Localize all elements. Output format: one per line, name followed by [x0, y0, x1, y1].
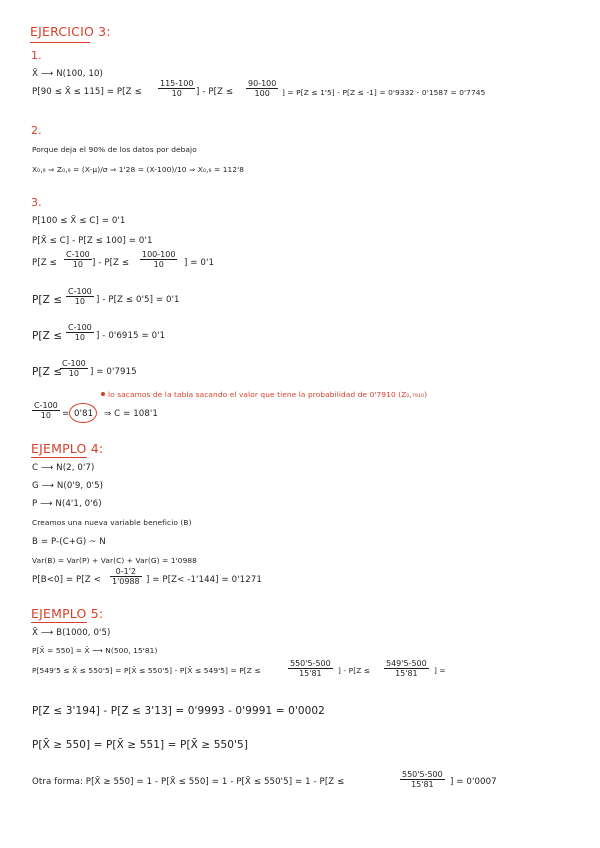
ex5-line-5: P[X̄ ≥ 550] = P[X̄ ≥ 551] = P[X̄ ≥ 550'5]	[32, 739, 249, 751]
fraction-numerator: 100-100	[142, 250, 176, 259]
p1-fraction-2	[246, 79, 278, 98]
fraction-denominator: 10	[40, 411, 51, 420]
fraction-denominator: 10	[153, 260, 164, 269]
p3-line-3a: P[Z ≤	[32, 258, 57, 268]
p3-line-4a: P[Z ≤	[32, 294, 63, 306]
p3-line-2: P[X̄ ≤ C] - P[Z ≤ 100] = 0'1	[32, 236, 153, 246]
title-underline	[31, 622, 87, 623]
ex4-line-5: B = P-(C+G) ~ N	[32, 537, 106, 547]
example-4-title: EJEMPLO 4:	[31, 441, 104, 456]
part-2-label: 2.	[31, 124, 42, 137]
fraction-numerator: C-100	[34, 401, 58, 410]
p3-line-3-fraction-1	[64, 250, 92, 269]
p3-line-7-equals: =	[62, 409, 70, 419]
p1-eq-a: P[90 ≤ X̄ ≤ 115] = P[Z ≤	[32, 87, 142, 97]
ex4-line-6: Var(B) = Var(P) + Var(C) + Var(G) = 1'0988	[32, 556, 197, 565]
p3-line-7-circled-value: 0'81	[74, 409, 94, 419]
p3-line-6b: ] = 0'7915	[90, 367, 137, 377]
p1-fraction-1	[158, 79, 195, 98]
fraction-numerator: 549'5-500	[386, 659, 427, 668]
fraction-numerator: 115-100	[160, 79, 194, 88]
part-3-label: 3.	[31, 196, 42, 209]
fraction-denominator: 1'0988	[112, 577, 140, 586]
fraction-numerator: 0-1'2	[110, 567, 142, 577]
ex4-line-7b: ] = P[Z< -1'144] = 0'1271	[146, 575, 262, 585]
p2-text: Porque deja el 90% de los datos por debajo	[32, 145, 197, 154]
p3-line-3-fraction-2	[140, 250, 177, 269]
p3-line-3b: ] - P[Z ≤	[92, 258, 130, 268]
ex5-line-6a: Otra forma: P[X̄ ≥ 550] = 1 - P[X̄ ≤ 550] = 1 - P[X̄ ≤ 550'5] = 1 - P[Z ≤	[32, 777, 345, 787]
fraction-denominator: 10	[171, 89, 182, 98]
fraction-numerator: 90-100	[248, 79, 277, 88]
fraction-denominator: 15'81	[411, 780, 434, 789]
p3-line-7-fraction	[32, 401, 60, 420]
fraction-numerator: C-100	[68, 287, 92, 296]
ex5-line-2: P[X̄ = 550] = X̄ ⟶ N(500, 15'81)	[32, 646, 158, 655]
ex4-line-3: P ⟶ N(4'1, 0'6)	[32, 499, 102, 509]
fraction-denominator: 10	[68, 369, 79, 378]
p3-line-6-fraction	[60, 359, 88, 378]
ex4-line-7a: P[B<0] = P[Z <	[32, 575, 101, 585]
p1-eq-c: ] = P[Z ≤ 1'5] - P[Z ≤ -1] = 0'9332 - 0'1587 = 0'7745	[282, 88, 486, 97]
fraction-denominator: 100	[254, 89, 270, 98]
p3-line-7-result: ⇒ C = 108'1	[104, 409, 158, 419]
fraction-numerator: C-100	[66, 250, 90, 259]
p1-distribution: X̄ ⟶ N(100, 10)	[32, 69, 104, 79]
title-underline	[31, 457, 87, 458]
p3-line-5b: ] - 0'6915 = 0'1	[96, 331, 166, 341]
p3-line-5-fraction	[66, 323, 94, 342]
ex5-line-3c: ] =	[434, 666, 446, 675]
ex5-line-3-fraction-1	[288, 659, 333, 678]
p3-line-6a: P[Z ≤	[32, 366, 63, 378]
ex5-line-3a: P[549'5 ≤ X̄ ≤ 550'5] = P[X̄ ≤ 550'5] - P[X̄ ≤ 549'5] = P[Z ≤	[32, 666, 261, 675]
fraction-numerator: 550'5-500	[402, 770, 443, 779]
p3-line-3c: ] = 0'1	[184, 258, 215, 268]
example-5-title: EJEMPLO 5:	[31, 606, 104, 621]
ex5-line-3b: ] - P[Z ≤	[338, 666, 371, 675]
p3-line-1: P[100 ≤ X̄ ≤ C] = 0'1	[32, 216, 126, 226]
p3-line-5a: P[Z ≤	[32, 330, 63, 342]
fraction-denominator: 10	[74, 333, 85, 342]
title-underline	[30, 42, 90, 43]
ex4-line-4: Creamos una nueva variable beneficio (B)	[32, 518, 192, 527]
fraction-denominator: 10	[74, 297, 85, 306]
ex5-line-1: X̄ ⟶ B(1000, 0'5)	[32, 628, 111, 638]
ex5-line-3-fraction-2	[384, 659, 429, 678]
fraction-denominator: 10	[72, 260, 83, 269]
p3-annotation-note: lo sacamos de la tabla sacando el valor que tiene la probabilidad de 0'7910 (Z₀,₇₉₁₀)	[108, 390, 428, 399]
ex4-line-2: G ⟶ N(0'9, 0'5)	[32, 481, 104, 491]
fraction-numerator: C-100	[68, 323, 92, 332]
fraction-numerator: 550'5-500	[290, 659, 331, 668]
annotation-dot	[101, 392, 105, 396]
fraction-denominator: 15'81	[299, 669, 322, 678]
fraction-numerator: C-100	[62, 359, 86, 368]
p3-line-4-fraction	[66, 287, 94, 306]
part-1-label: 1.	[31, 49, 42, 62]
p2-equation: X₀,₉ ⇒ Z₀,₉ = (X-μ)/σ ⇒ 1'28 = (X-100)/10 ⇒ X₀,₉ = 112'8	[32, 165, 245, 174]
ex5-line-4: P[Z ≤ 3'194] - P[Z ≤ 3'13] = 0'9993 - 0'9991 = 0'0002	[32, 705, 325, 717]
ex5-line-6b: ] = 0'0007	[450, 777, 497, 787]
ex4-line-7-fraction	[110, 567, 142, 586]
exercise-3-title: EJERCICIO 3:	[30, 24, 111, 39]
p3-line-4b: ] - P[Z ≤ 0'5] = 0'1	[96, 295, 180, 305]
p1-eq-b: ] - P[Z ≤	[196, 87, 234, 97]
fraction-denominator: 15'81	[395, 669, 418, 678]
ex4-line-1: C ⟶ N(2, 0'7)	[32, 463, 95, 473]
ex5-line-6-fraction	[400, 770, 445, 789]
